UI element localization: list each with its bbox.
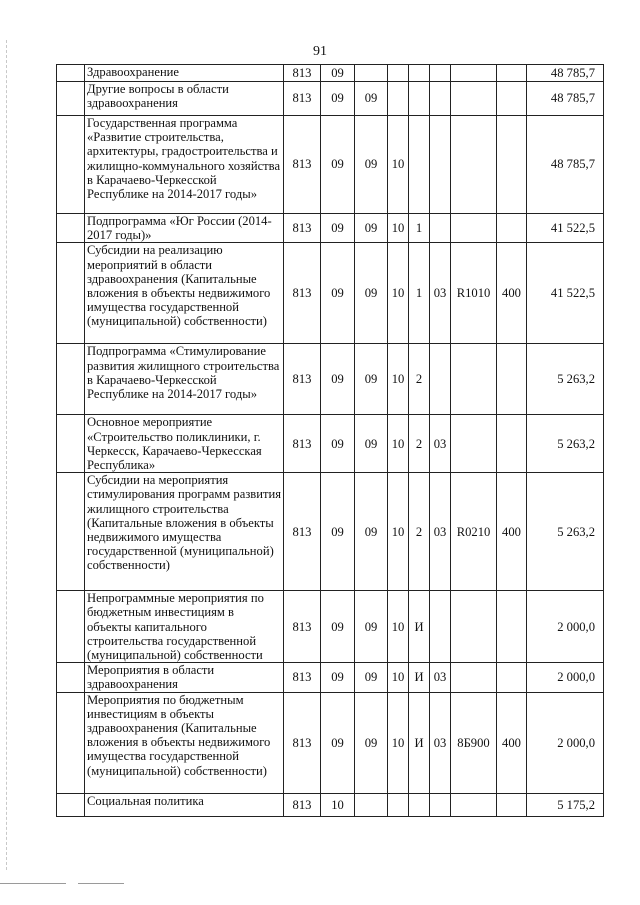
table-row [57, 344, 604, 415]
ministry-code-cell: 813 [284, 663, 321, 692]
section-code-cell: 09 [321, 473, 355, 591]
amount-cell: 2 000,0 [527, 663, 604, 692]
item-name-cell: Субсидии на реализацию мероприятий в области здравоохранения (Капитальные вложения в объекты недвижимого имущества государственной (муниципальной) собственности) [85, 243, 284, 344]
program-code-cell: 10 [388, 415, 409, 473]
ministry-code-cell: 813 [284, 65, 321, 82]
section-code-cell: 10 [321, 793, 355, 816]
section-code-cell: 09 [321, 65, 355, 82]
amount-cell: 2 000,0 [527, 692, 604, 793]
direction-code-cell [451, 663, 497, 692]
program-code-cell: 10 [388, 344, 409, 415]
section-code-cell: 09 [321, 663, 355, 692]
item-name-cell: Мероприятия в области здравоохранения [85, 663, 284, 692]
activity-code-cell [430, 344, 451, 415]
direction-code-cell [451, 344, 497, 415]
activity-code-cell [430, 591, 451, 663]
activity-code-cell [430, 65, 451, 82]
item-name-cell: Подпрограмма «Стимулирование развития жилищного строительства в Карачаево-Черкесской Республике на 2014-2017 годы» [85, 344, 284, 415]
table-row [57, 65, 604, 82]
amount-cell: 48 785,7 [527, 65, 604, 82]
activity-code-cell [430, 793, 451, 816]
expense-type-cell [497, 591, 527, 663]
subprogram-code-cell: И [409, 692, 430, 793]
program-code-cell: 10 [388, 214, 409, 243]
row-number-cell [57, 243, 85, 344]
amount-cell: 48 785,7 [527, 116, 604, 214]
ministry-code-cell: 813 [284, 116, 321, 214]
section-code-cell: 09 [321, 243, 355, 344]
ministry-code-cell: 813 [284, 473, 321, 591]
program-code-cell [388, 82, 409, 116]
item-name-cell: Государственная программа «Развитие строительства, архитектуры, градостроительства и жилищно-коммунального хозяйства в Карачаево-Черкесской Республике на 2014-2017 годы» [85, 116, 284, 214]
item-name-cell: Другие вопросы в области здравоохранения [85, 82, 284, 116]
expense-type-cell [497, 214, 527, 243]
amount-cell: 48 785,7 [527, 82, 604, 116]
section-code-cell: 09 [321, 591, 355, 663]
ministry-code-cell: 813 [284, 344, 321, 415]
amount-cell: 5 175,2 [527, 793, 604, 816]
activity-code-cell: 03 [430, 415, 451, 473]
subprogram-code-cell: 1 [409, 243, 430, 344]
scan-edge-mark [6, 40, 7, 870]
row-number-cell [57, 82, 85, 116]
ministry-code-cell: 813 [284, 415, 321, 473]
program-code-cell: 10 [388, 243, 409, 344]
subprogram-code-cell [409, 116, 430, 214]
footer-rule-right [78, 883, 124, 884]
activity-code-cell: 03 [430, 473, 451, 591]
program-code-cell: 10 [388, 591, 409, 663]
budget-table [56, 64, 604, 817]
expense-type-cell [497, 344, 527, 415]
row-number-cell [57, 793, 85, 816]
section-code-cell: 09 [321, 82, 355, 116]
program-code-cell [388, 65, 409, 82]
expense-type-cell [497, 116, 527, 214]
row-number-cell [57, 116, 85, 214]
subsection-code-cell: 09 [355, 243, 388, 344]
subprogram-code-cell: И [409, 663, 430, 692]
subsection-code-cell: 09 [355, 473, 388, 591]
amount-cell: 41 522,5 [527, 243, 604, 344]
expense-type-cell [497, 793, 527, 816]
ministry-code-cell: 813 [284, 692, 321, 793]
subprogram-code-cell: 2 [409, 344, 430, 415]
amount-cell: 41 522,5 [527, 214, 604, 243]
table-row [57, 214, 604, 243]
direction-code-cell [451, 415, 497, 473]
activity-code-cell: 03 [430, 663, 451, 692]
expense-type-cell: 400 [497, 473, 527, 591]
program-code-cell: 10 [388, 473, 409, 591]
section-code-cell: 09 [321, 692, 355, 793]
item-name-cell: Здравоохранение [85, 65, 284, 82]
item-name-cell: Основное мероприятие «Строительство поликлиники, г. Черкесск, Карачаево-Черкесская Республика» [85, 415, 284, 473]
table-row [57, 473, 604, 591]
subsection-code-cell [355, 793, 388, 816]
subsection-code-cell: 09 [355, 591, 388, 663]
row-number-cell [57, 344, 85, 415]
section-code-cell: 09 [321, 344, 355, 415]
expense-type-cell [497, 663, 527, 692]
expense-type-cell [497, 82, 527, 116]
ministry-code-cell: 813 [284, 793, 321, 816]
table-row [57, 243, 604, 344]
program-code-cell: 10 [388, 692, 409, 793]
table-row [57, 663, 604, 692]
direction-code-cell [451, 65, 497, 82]
subsection-code-cell: 09 [355, 116, 388, 214]
direction-code-cell [451, 793, 497, 816]
subsection-code-cell [355, 65, 388, 82]
ministry-code-cell: 813 [284, 214, 321, 243]
ministry-code-cell: 813 [284, 591, 321, 663]
row-number-cell [57, 473, 85, 591]
amount-cell: 2 000,0 [527, 591, 604, 663]
activity-code-cell [430, 116, 451, 214]
section-code-cell: 09 [321, 415, 355, 473]
direction-code-cell [451, 116, 497, 214]
footer-rule-left [0, 883, 66, 884]
ministry-code-cell: 813 [284, 243, 321, 344]
row-number-cell [57, 692, 85, 793]
page-number: 91 [313, 44, 327, 59]
program-code-cell: 10 [388, 116, 409, 214]
item-name-cell: Социальная политика [85, 793, 284, 816]
section-code-cell: 09 [321, 214, 355, 243]
expense-type-cell [497, 65, 527, 82]
expense-type-cell: 400 [497, 243, 527, 344]
program-code-cell: 10 [388, 663, 409, 692]
row-number-cell [57, 591, 85, 663]
table-row [57, 591, 604, 663]
direction-code-cell: R1010 [451, 243, 497, 344]
subprogram-code-cell: 1 [409, 214, 430, 243]
amount-cell: 5 263,2 [527, 415, 604, 473]
table-row [57, 415, 604, 473]
subprogram-code-cell: 2 [409, 473, 430, 591]
subprogram-code-cell [409, 793, 430, 816]
direction-code-cell [451, 591, 497, 663]
activity-code-cell: 03 [430, 692, 451, 793]
activity-code-cell: 03 [430, 243, 451, 344]
row-number-cell [57, 415, 85, 473]
table-row [57, 116, 604, 214]
section-code-cell: 09 [321, 116, 355, 214]
row-number-cell [57, 663, 85, 692]
item-name-cell: Подпрограмма «Юг России (2014-2017 годы)» [85, 214, 284, 243]
row-number-cell [57, 214, 85, 243]
expense-type-cell: 400 [497, 692, 527, 793]
amount-cell: 5 263,2 [527, 344, 604, 415]
row-number-cell [57, 65, 85, 82]
activity-code-cell [430, 214, 451, 243]
table-row [57, 692, 604, 793]
subsection-code-cell: 09 [355, 663, 388, 692]
subprogram-code-cell [409, 65, 430, 82]
expense-type-cell [497, 415, 527, 473]
subsection-code-cell: 09 [355, 82, 388, 116]
activity-code-cell [430, 82, 451, 116]
direction-code-cell [451, 82, 497, 116]
ministry-code-cell: 813 [284, 82, 321, 116]
direction-code-cell: 8Б900 [451, 692, 497, 793]
subsection-code-cell: 09 [355, 344, 388, 415]
subsection-code-cell: 09 [355, 214, 388, 243]
program-code-cell [388, 793, 409, 816]
item-name-cell: Непрограммные мероприятия по бюджетным инвестициям в объекты капитального строительства государственной (муниципальной) собственности [85, 591, 284, 663]
table-row [57, 793, 604, 816]
table-row [57, 82, 604, 116]
subsection-code-cell: 09 [355, 692, 388, 793]
subprogram-code-cell: И [409, 591, 430, 663]
subprogram-code-cell: 2 [409, 415, 430, 473]
direction-code-cell [451, 214, 497, 243]
direction-code-cell: R0210 [451, 473, 497, 591]
subsection-code-cell: 09 [355, 415, 388, 473]
item-name-cell: Мероприятия по бюджетным инвестициям в объекты здравоохранения (Капитальные вложения в объекты недвижимого имущества государственной (муниципальной) собственности) [85, 692, 284, 793]
amount-cell: 5 263,2 [527, 473, 604, 591]
item-name-cell: Субсидии на мероприятия стимулирования программ развития жилищного строительства (Капитальные вложения в объекты недвижимого имущества государственной (муниципальной) собственности) [85, 473, 284, 591]
subprogram-code-cell [409, 82, 430, 116]
